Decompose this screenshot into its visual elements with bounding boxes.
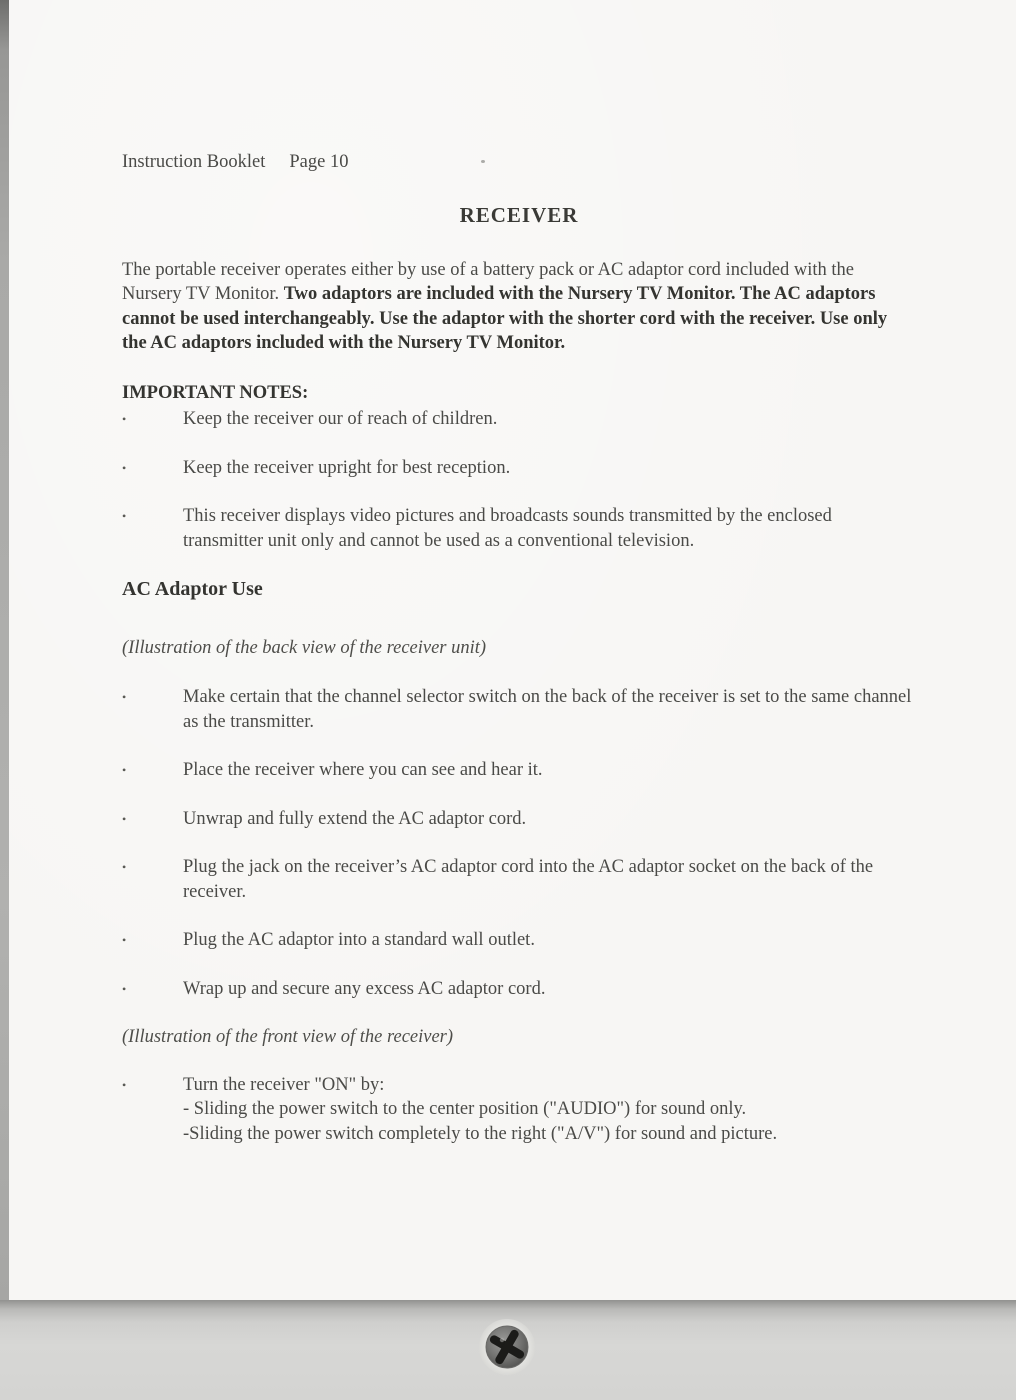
- bullet-icon: •: [122, 690, 127, 704]
- list-item: [122, 456, 916, 481]
- bullet-icon: •: [122, 1077, 127, 1092]
- page-title: RECEIVER: [459, 202, 579, 227]
- important-notes-heading: IMPORTANT NOTES:: [122, 382, 309, 403]
- note-text: Keep the receiver upright for best reception.: [183, 457, 511, 478]
- scanner-edge-strip: [0, 0, 9, 1308]
- note-text: This receiver displays video pictures and broadcasts sounds transmitted by the enclosed transmitter unit only and cannot be used as a conventional television.: [183, 506, 832, 551]
- step-text: Unwrap and fully extend the AC adaptor cord.: [183, 808, 527, 829]
- ac-adaptor-use-heading: AC Adaptor Use: [122, 578, 263, 600]
- bullet-icon: •: [122, 933, 127, 947]
- step-text: Make certain that the channel selector switch on the back of the receiver is set to the same channel as the transmitter.: [183, 687, 912, 732]
- page-number: Page 10: [289, 152, 349, 172]
- phillips-screw-graphic: [475, 1315, 539, 1379]
- list-item: [122, 977, 916, 1002]
- illustration-note-back: (Illustration of the back view of the receiver unit): [122, 637, 487, 658]
- intro-normal-text: The portable receiver operates either by use of a battery pack or AC adaptor cord included with the Nursery TV Monitor.: [122, 259, 854, 304]
- list-item: [122, 407, 916, 432]
- list-item: [122, 758, 916, 783]
- list-item: [122, 855, 916, 904]
- list-item: [122, 928, 916, 953]
- list-item: [122, 807, 916, 832]
- turn-on-text: [183, 1073, 916, 1147]
- paper-sheet: [9, 0, 1016, 1300]
- note-text: Keep the receiver our of reach of children.: [183, 409, 498, 429]
- scan-speck: [481, 160, 485, 163]
- booklet-name: Instruction Booklet: [122, 152, 266, 172]
- turn-on-line1: - Sliding the power switch to the center position ("AUDIO") for sound only.: [183, 1099, 747, 1119]
- page-header: [122, 150, 916, 175]
- turn-on-lead: Turn the receiver "ON" by:: [183, 1074, 385, 1095]
- phillips-screw-icon: [475, 1315, 539, 1379]
- step-text: Plug the jack on the receiver’s AC adaptor cord into the AC adaptor socket on the back of the receiver.: [183, 857, 874, 902]
- turn-on-list: [122, 1073, 916, 1147]
- bullet-icon: •: [122, 460, 127, 475]
- important-notes-list: [122, 407, 916, 553]
- bullet-icon: •: [122, 412, 127, 426]
- list-item: [122, 504, 916, 553]
- bullet-icon: •: [122, 763, 127, 777]
- intro-paragraph: [122, 258, 916, 356]
- illustration-note-front: (Illustration of the front view of the receiver): [122, 1027, 454, 1047]
- intro-bold-text: Two adaptors are included with the Nursery TV Monitor. The AC adaptors cannot be used interchangeably. Use the adaptor with the shorter cord with the receiver. Use only the AC adaptors included with the Nursery TV Monitor.: [122, 284, 888, 353]
- bullet-icon: •: [122, 981, 127, 996]
- ac-adaptor-steps-list: [122, 685, 916, 1001]
- bullet-icon: •: [122, 860, 127, 874]
- step-text: Wrap up and secure any excess AC adaptor cord.: [183, 978, 546, 999]
- list-item: [122, 1073, 916, 1147]
- list-item: [122, 685, 916, 734]
- step-text: Plug the AC adaptor into a standard wall outlet.: [183, 930, 535, 950]
- bullet-icon: •: [122, 509, 127, 523]
- step-text: Place the receiver where you can see and hear it.: [183, 760, 543, 780]
- turn-on-line2: -Sliding the power switch completely to the right ("A/V") for sound and picture.: [183, 1123, 778, 1144]
- bullet-icon: •: [122, 811, 127, 826]
